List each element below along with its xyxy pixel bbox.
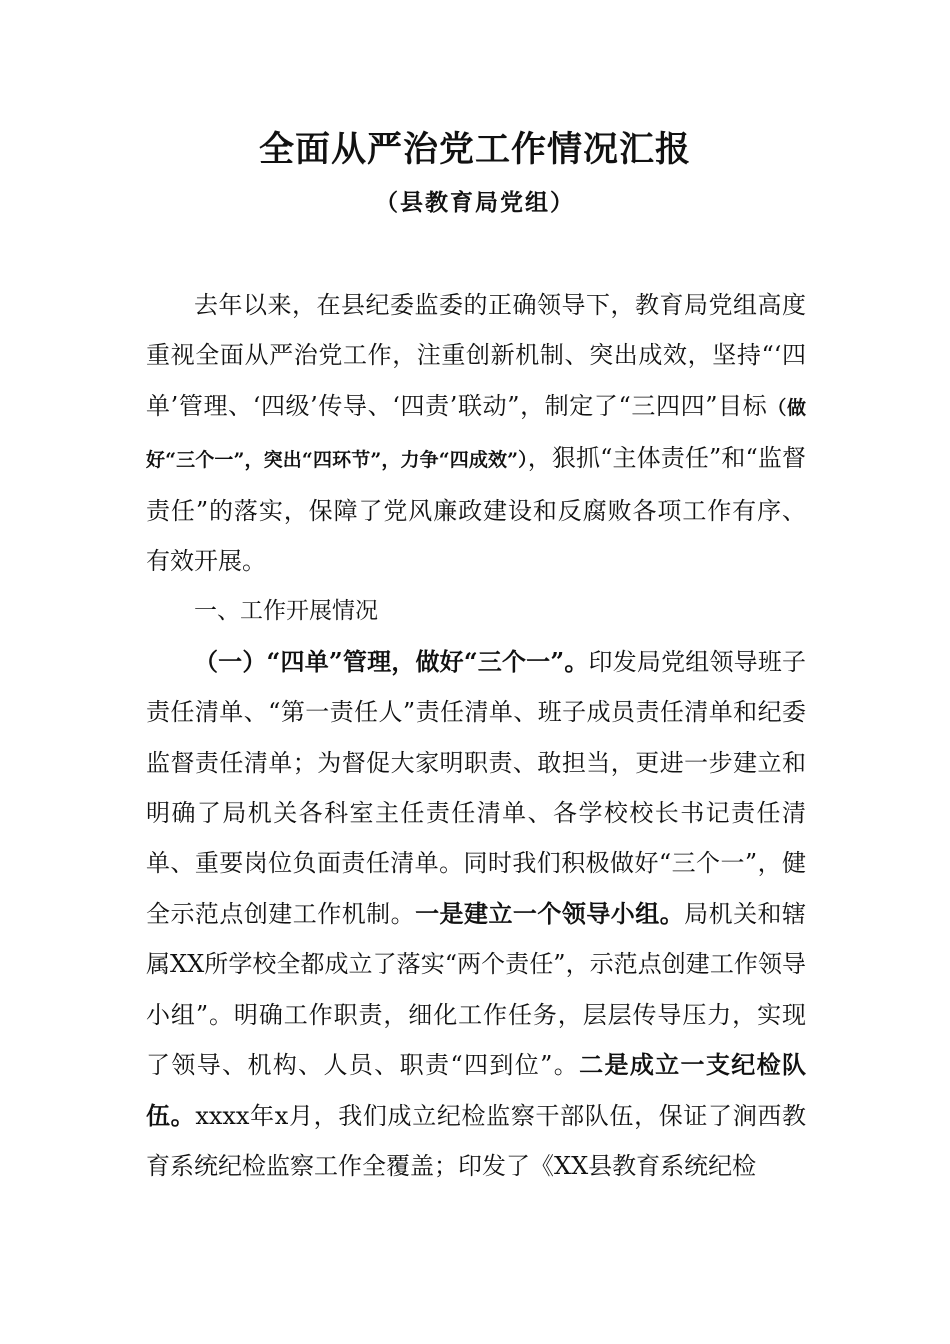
point-2-bold: 二是成立一支纪检队伍。 [146, 1050, 807, 1130]
document-title: 全面从严治党工作情况汇报 [258, 129, 691, 170]
intro-text-2: ，狠抓“主体责任”和“监督责任”的落实，保障了党风廉政建设和反腐败各项工作有序、有效开展。 [146, 444, 806, 576]
document-subtitle: （县教育局党组） [375, 189, 575, 216]
intro-paragraph [146, 280, 806, 586]
intro-goal-bold: （做好“三个一”，突出“四环节”，力争“四成效”） [146, 396, 806, 472]
point-1-bold: 一是建立一个领导小组。 [415, 898, 685, 928]
document-body [146, 280, 806, 1191]
section-1-paragraph [146, 637, 806, 1191]
paragraph-text-2: 局机关和辖属XX所学校全都成立了落实“两个责任”，示范点创建工作领导小组”。明确工作职责，细化工作任务，层层传导压力，实现了领导、机构、人员、职责“四到位”。 [146, 899, 807, 1080]
intro-text-1: 去年以来，在县纪委监委的正确领导下，教育局党组高度重视全面从严治党工作，注重创新机制、突出成效，坚持“‘四单’管理、‘四级’传导、‘四责’联动”，制定了“三四四”目标 [146, 291, 806, 420]
paragraph-text-3: xxxx年x月，我们成立纪检监察干部队伍，保证了涧西教育系统纪检监察工作全覆盖；印发了《XX县教育系统纪检 [146, 1101, 806, 1180]
paragraph-text-1: 印发局党组领导班子责任清单、“第一责任人”责任清单、班子成员责任清单和纪委监督责任清单；为督促大家明职责、敢担当，更进一步建立和明确了局机关各科室主任责任清单、各学校校长书记责任清单、重要岗位负面责任清单。同时我们积极做好“三个一”，健全示范点创建工作机制。 [146, 647, 807, 928]
section-heading-1: 一、工作开展情况 [194, 598, 378, 625]
subsection-heading-1: （一）“四单”管理，做好“三个一”。 [194, 646, 589, 676]
